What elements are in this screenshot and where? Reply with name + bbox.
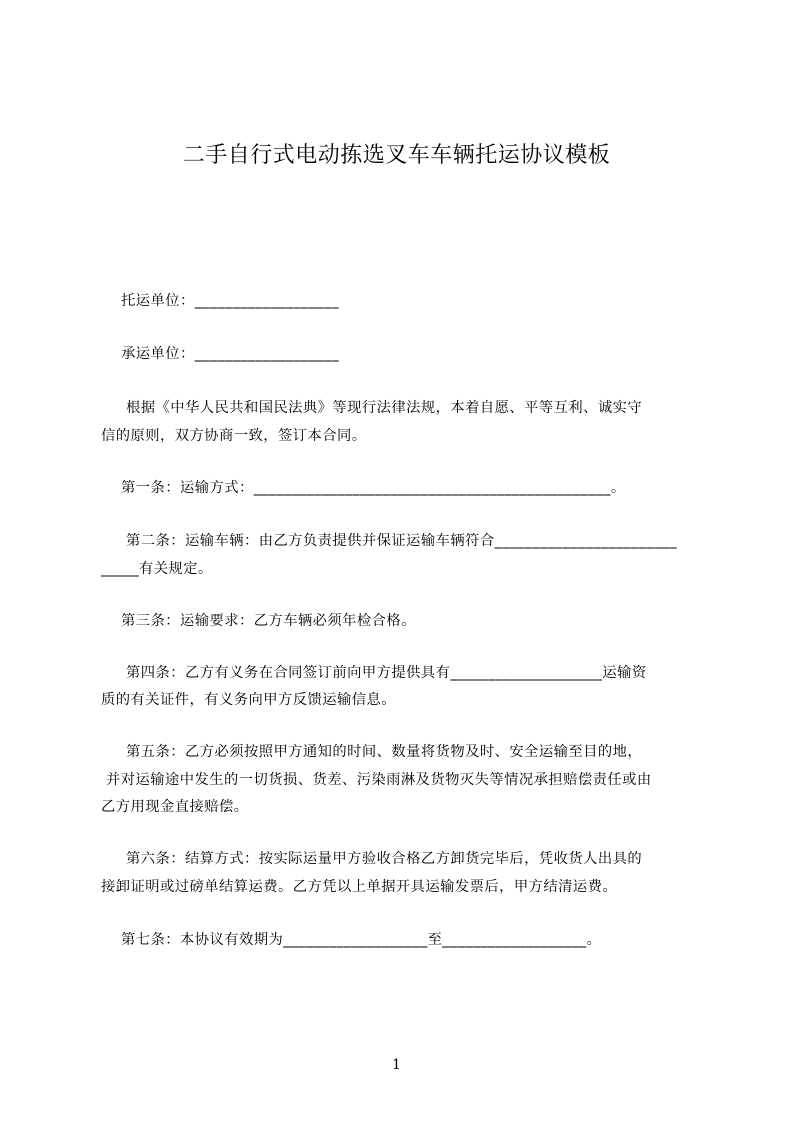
article-5-line-1: 第五条：乙方必须按照甲方通知的时间、数量将货物及时、安全运输至目的地， [101,744,643,760]
carrier-field: 承运单位：___________________ [101,346,340,362]
article-5-line-2: 并对运输途中发生的一切货损、货差、污染雨淋及货物灭失等情况承担赔偿责任或由 [101,772,652,788]
article-3-line-1: 第三条：运输要求：乙方车辆必须年检合格。 [101,613,416,629]
shipper-field: 托运单位：___________________ [101,293,340,309]
article-6-line-2: 接卸证明或过磅单结算运费。乙方凭以上单据开具运输发票后，甲方结清运费。 [101,879,618,895]
article-2-line-2: _____有关规定。 [101,561,213,577]
page-number: 1 [392,1057,401,1073]
article-4-line-1: 第四条：乙方有义务在合同签订前向甲方提供具有____________________运输资 [101,665,647,681]
document-title: 二手自行式电动拣选叉车车辆托运协议模板 [182,143,611,168]
article-7-line-1: 第七条：本协议有效期为___________________至___________________。 [101,932,602,948]
preamble-line-1: 根据《中华人民共和国民法典》等现行法律法规，本着自愿、平等互利、诚实守 [101,400,643,416]
article-4-line-2: 质的有关证件，有义务向甲方反馈运输信息。 [101,692,396,708]
article-5-line-3: 乙方用现金直接赔偿。 [101,799,249,815]
preamble-line-2: 信的原则，双方协商一致，签订本合同。 [101,428,367,444]
article-2-line-1: 第二条：运输车辆：由乙方负责提供并保证运输车辆符合________________________ [101,533,678,549]
article-1-line-1: 第一条：运输方式：_______________________________________________。 [101,480,626,496]
article-6-line-1: 第六条：结算方式：按实际运量甲方验收合格乙方卸货完毕后，凭收货人出具的 [101,851,643,867]
